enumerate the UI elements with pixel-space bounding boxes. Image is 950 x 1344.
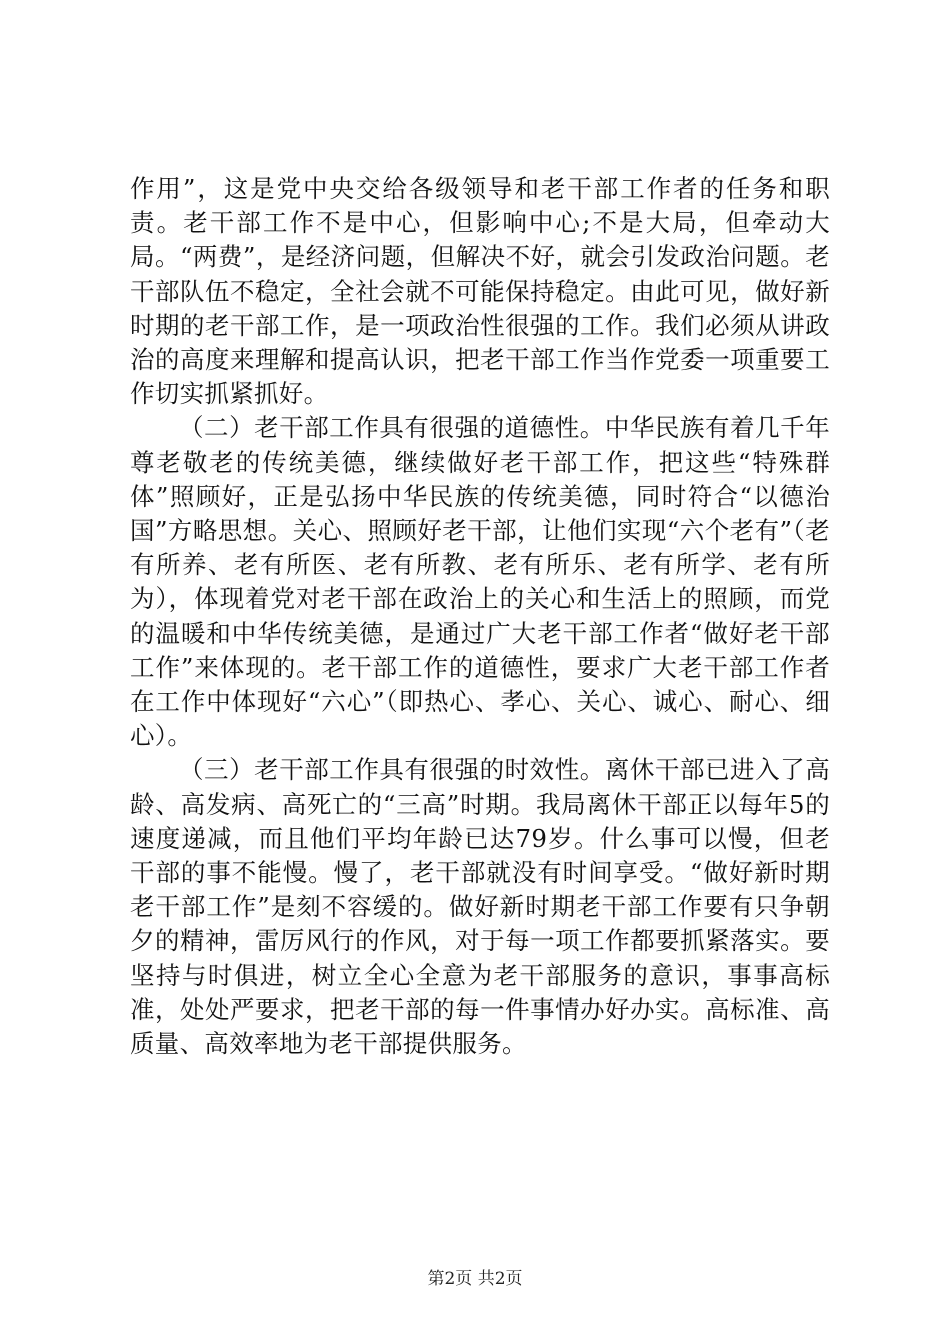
paragraph-timeliness: （三）老干部工作具有很强的时效性。离休干部已进入了高龄、高发病、高死亡的“三高”时期。我局离休干部正以每年5的速度递减，而且他们平均年龄已达79岁。什么事可以慢，但老干部的事不能慢。慢了，老干部就没有时间享受。“做好新时期老干部工作”是刻不容缓的。做好新时期老干部工作要有只争朝夕的精神，雷厉风行的作风，对于每一项工作都要抓紧落实。要坚持与时俱进，树立全心全意为老干部服务的意识，事事高标准，处处严要求，把老干部的每一件事情办好办实。高标准、高质量、高效率地为老干部提供服务。 bbox=[130, 755, 830, 1059]
paragraph-moral: （二）老干部工作具有很强的道德性。中华民族有着几千年尊老敬老的传统美德，继续做好老干部工作，把这些“特殊群体”照顾好，正是弘扬中华民族的传统美德，同时符合“以德治国”方略思想。关心、照顾好老干部，让他们实现“六个老有”（老有所养、老有所医、老有所教、老有所乐、老有所学、老有所为），体现着党对老干部在政治上的关心和生活上的照顾，而党的温暖和中华传统美德，是通过广大老干部工作者“做好老干部工作”来体现的。老干部工作的道德性，要求广大老干部工作者在工作中体现好“六心”（即热心、孝心、关心、诚心、耐心、细心）。 bbox=[130, 413, 830, 751]
page-number-footer: 第2页 共2页 bbox=[427, 1269, 523, 1289]
document-body bbox=[130, 172, 830, 1061]
paragraph-continuation: 作用”，这是党中央交给各级领导和老干部工作者的任务和职责。老干部工作不是中心，但影响中心;不是大局，但牵动大局。“两费”，是经济问题，但解决不好，就会引发政治问题。老干部队伍不稳定，全社会就不可能保持稳定。由此可见，做好新时期的老干部工作，是一项政治性很强的工作。我们必须从讲政治的高度来理解和提高认识，把老干部工作当作党委一项重要工作切实抓紧抓好。 bbox=[130, 174, 830, 409]
